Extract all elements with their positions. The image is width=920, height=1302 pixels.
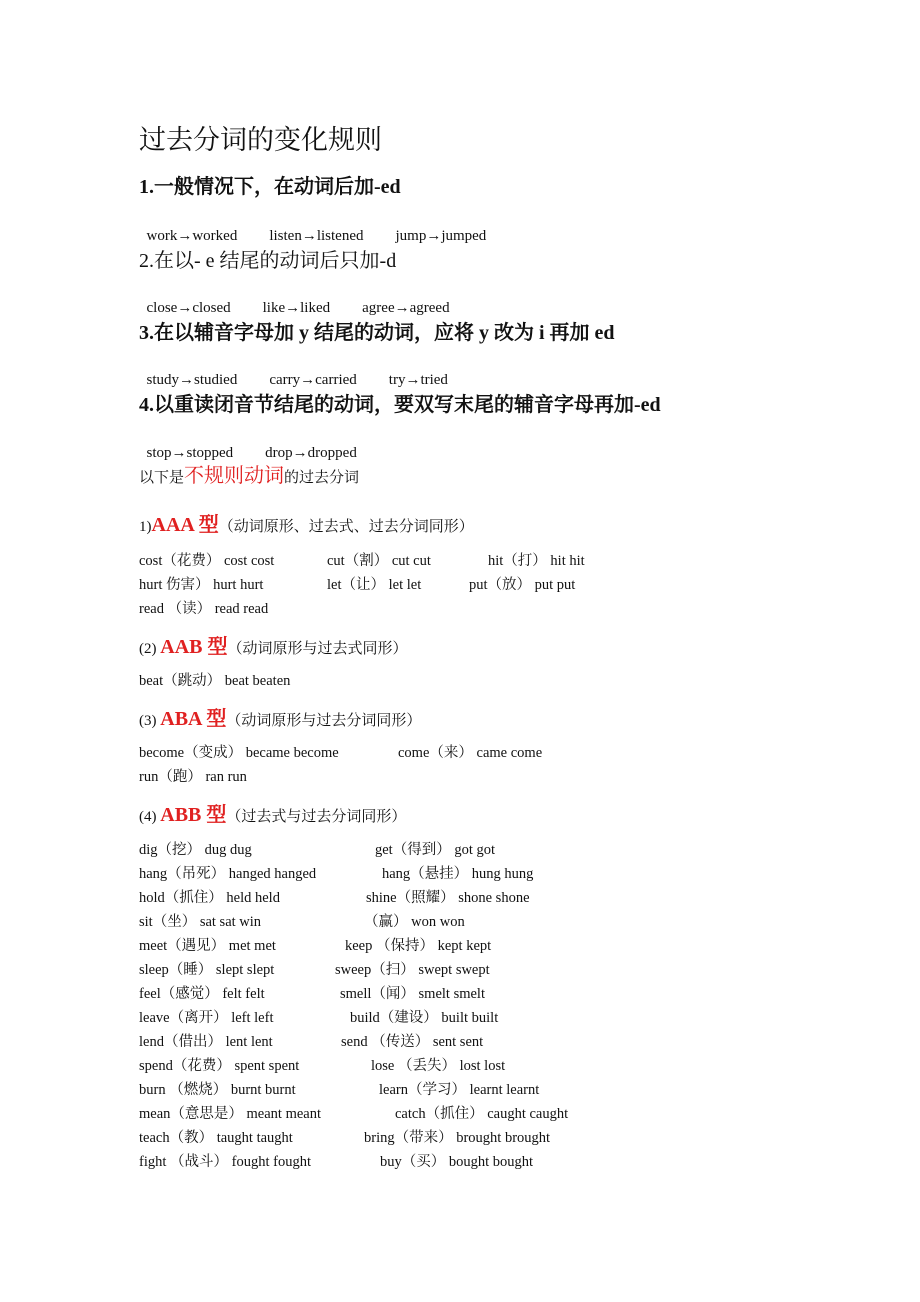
verb-row — [139, 1054, 506, 1075]
rule-2-examples — [139, 283, 482, 317]
verb-entry: beat（跳动） beat beaten — [139, 673, 291, 689]
verb-row — [139, 1078, 540, 1099]
example: close→closed — [146, 300, 231, 316]
verb-row — [139, 1150, 534, 1171]
verb-entry: get（得到） got got — [375, 842, 496, 858]
type-prefix: (3) — [139, 713, 161, 729]
example: stop→stopped — [146, 445, 234, 461]
type-prefix: (2) — [139, 641, 161, 657]
example: like→liked — [262, 300, 331, 316]
verb-entry: shine（照耀） shone shone — [366, 890, 530, 906]
verb-entry: spend（花费） spent spent — [139, 1058, 300, 1074]
verb-entry: come（来） came come — [398, 745, 543, 761]
type-name: ABA 型 — [160, 708, 227, 730]
verb-entry: smell（闻） smelt smelt — [340, 986, 485, 1002]
page-title: 过去分词的变化规则 — [139, 125, 382, 155]
verb-entry: read （读） read read — [139, 601, 269, 617]
type-name: AAA 型 — [151, 514, 219, 536]
type-prefix: (4) — [139, 809, 161, 825]
rule-1-examples — [139, 211, 518, 245]
verb-entry: become（变成） became become — [139, 745, 339, 761]
intro-highlight: 不规则动词 — [184, 465, 285, 487]
rule-4-heading: 4.以重读闭音节结尾的动词，要双写末尾的辅音字母再加-ed — [139, 394, 661, 416]
verb-entry: build（建设） built built — [350, 1010, 499, 1026]
type-aaa-heading — [139, 508, 474, 537]
verb-entry: hurt 伤害） hurt hurt — [139, 577, 264, 593]
verb-row — [139, 1030, 484, 1051]
type-aab-heading — [139, 630, 408, 659]
verb-entry: （赢） won won — [364, 914, 465, 930]
verb-entry: let（让） let let — [327, 577, 422, 593]
example: drop→dropped — [265, 445, 357, 461]
type-desc: （过去式与过去分词同形） — [226, 809, 407, 825]
type-abb-heading — [139, 798, 406, 827]
verb-row — [139, 862, 534, 883]
verb-row — [139, 549, 585, 570]
type-prefix: 1) — [139, 519, 152, 535]
verb-entry: keep （保持） kept kept — [345, 938, 492, 954]
verb-entry: bring（带来） brought brought — [364, 1130, 551, 1146]
verb-entry: sleep（睡） slept slept — [139, 962, 275, 978]
verb-row — [139, 982, 485, 1003]
verb-entry: send （传送） sent sent — [341, 1034, 484, 1050]
verb-row — [139, 573, 576, 594]
example: agree→agreed — [362, 300, 450, 316]
verb-entry: leave（离开） left left — [139, 1010, 274, 1026]
verb-row — [139, 669, 290, 690]
intro-after: 的过去分词 — [284, 470, 360, 486]
verb-entry: feel（感觉） felt felt — [139, 986, 265, 1002]
example: listen→listened — [269, 228, 364, 244]
rule-1-heading: 1.一般情况下，在动词后加-ed — [139, 176, 401, 198]
verb-entry: meet（遇见） met met — [139, 938, 276, 954]
verb-entry: cost（花费） cost cost — [139, 553, 275, 569]
rule-4-examples — [139, 428, 389, 462]
type-desc: （动词原形、过去式、过去分词同形） — [218, 519, 474, 535]
example: try→tried — [388, 372, 448, 388]
verb-row — [139, 958, 490, 979]
verb-entry: sit（坐） sat sat win — [139, 914, 262, 930]
irregular-intro — [139, 459, 359, 488]
verb-entry: put（放） put put — [469, 577, 576, 593]
verb-entry: catch（抓住） caught caught — [395, 1106, 569, 1122]
type-desc: （动词原形与过去分词同形） — [226, 713, 422, 729]
verb-entry: cut（割） cut cut — [327, 553, 431, 569]
verb-row — [139, 741, 543, 762]
verb-entry: burn （燃烧） burnt burnt — [139, 1082, 296, 1098]
verb-entry: hang（吊死） hanged hanged — [139, 866, 317, 882]
verb-entry: run（跑） ran run — [139, 769, 247, 785]
verb-row — [139, 1006, 499, 1027]
type-desc: （动词原形与过去式同形） — [227, 641, 408, 657]
verb-entry: buy（买） bought bought — [380, 1154, 534, 1170]
verb-row — [139, 1102, 569, 1123]
verb-entry: lose （丢失） lost lost — [371, 1058, 506, 1074]
type-name: ABB 型 — [160, 804, 227, 826]
verb-entry: fight （战斗） fought fought — [139, 1154, 311, 1170]
verb-entry: hold（抓住） held held — [139, 890, 280, 906]
verb-row — [139, 910, 465, 931]
rule-3-examples — [139, 355, 480, 389]
verb-entry: mean（意思是） meant meant — [139, 1106, 322, 1122]
verb-row — [139, 765, 247, 786]
verb-entry: sweep（扫） swept swept — [335, 962, 490, 978]
verb-entry: learn（学习） learnt learnt — [379, 1082, 540, 1098]
rule-3-heading: 3.在以辅音字母加 y 结尾的动词，应将 y 改为 i 再加 ed — [139, 322, 615, 344]
example: study→studied — [146, 372, 238, 388]
verb-entry: dig（挖） dug dug — [139, 842, 252, 858]
verb-row — [139, 934, 492, 955]
verb-row — [139, 886, 530, 907]
verb-entry: lend（借出） lent lent — [139, 1034, 273, 1050]
verb-entry: hang（悬挂） hung hung — [382, 866, 534, 882]
verb-row — [139, 1126, 551, 1147]
type-aba-heading — [139, 702, 421, 731]
verb-row — [139, 597, 268, 618]
verb-row — [139, 838, 496, 859]
example: carry→carried — [269, 372, 357, 388]
example: jump→jumped — [395, 228, 487, 244]
verb-entry: hit（打） hit hit — [488, 553, 585, 569]
intro-before: 以下是 — [139, 470, 185, 486]
example: work→worked — [146, 228, 238, 244]
rule-2-heading: 2.在以- e 结尾的动词后只加-d — [139, 250, 397, 272]
type-name: AAB 型 — [160, 636, 228, 658]
verb-entry: teach（教） taught taught — [139, 1130, 293, 1146]
